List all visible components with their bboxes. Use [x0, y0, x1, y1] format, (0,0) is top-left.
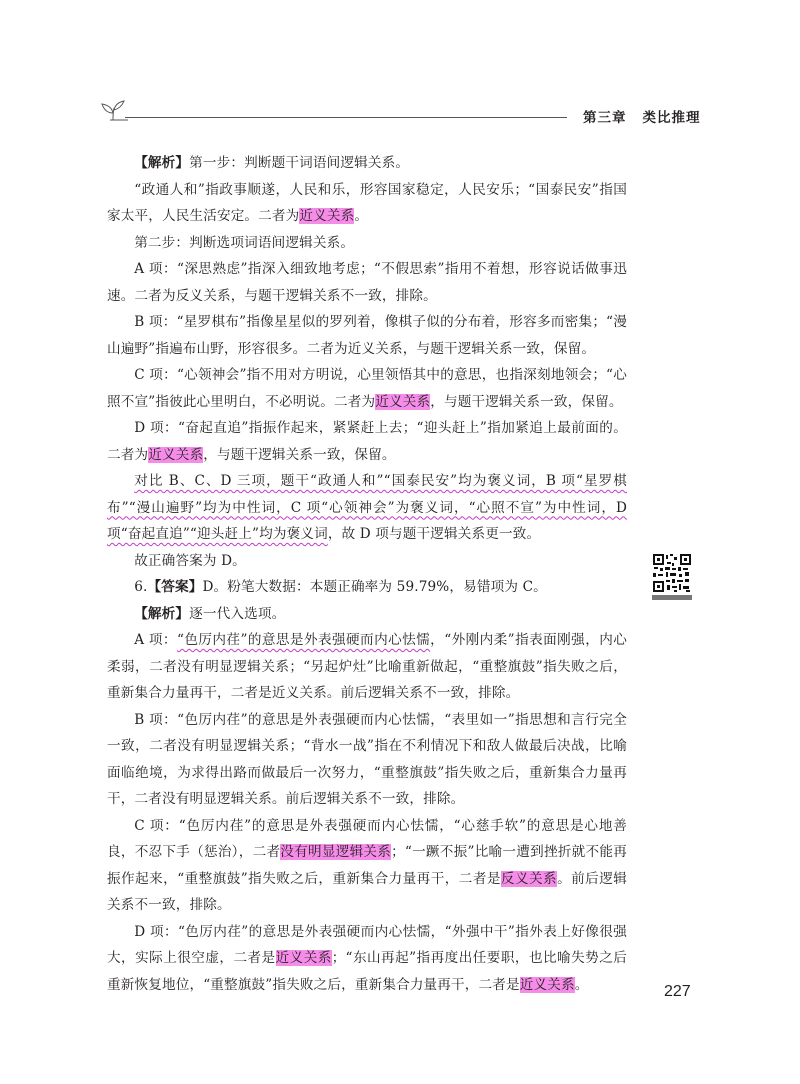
highlight: 近义关系	[299, 208, 355, 224]
paragraph-option-d	[107, 415, 627, 468]
text: ；“东山再起”指再度出任要职，也比喻失势之后重新恢复地位，“重整旗鼓”指失败之后，重新集合力量再干，二者是	[107, 950, 627, 993]
page-number: 227	[664, 983, 691, 1000]
wavy-underline: 对比 B、C、D 三项，题干“政通人和”“国泰民安”均为褒义词，B 项“星罗棋布”“漫山遍野”均为中性词，C 项“心领神会”为褒义词，“心照不宣”为中性词，D 项“奋起直追”“迎头赶上”均为褒义词	[107, 473, 627, 542]
question-number: 6.	[134, 579, 148, 595]
paragraph: 第二步：判断选项词语间逻辑关系。	[134, 234, 355, 251]
paragraph-answer	[107, 574, 627, 601]
text: ，故 D 项与题干逻辑关系更一致。	[327, 526, 541, 542]
chapter-number: 第三章	[583, 110, 627, 126]
text: ，与题干逻辑关系一致，保留。	[203, 446, 396, 463]
header-rule	[125, 117, 567, 118]
text: ；“一蹶不振”比喻一遭到挫折就不能再振作起来，“重整旗鼓”指失败之后，重新集合力量再干，二者是	[107, 844, 627, 887]
analysis-label: 【解析】	[134, 155, 190, 171]
text: ，与题干逻辑关系一致，保留。	[430, 393, 623, 410]
chapter-title: 类比推理	[642, 110, 701, 126]
text: 。	[574, 976, 589, 993]
paragraph	[107, 177, 627, 230]
leaf-sprout-icon	[98, 100, 128, 122]
text: D。粉笔大数据：本题正确率为 59.79%，易错项为 C。	[202, 579, 547, 595]
highlight: 近义关系	[375, 393, 431, 410]
highlight: 反义关系	[500, 870, 558, 887]
highlight: 近义关系	[519, 976, 575, 993]
paragraph-option-b: B 项：“星罗棋布”指像星星似的罗列着，像棋子似的分布着，形容多而密集；“漫山遍野”指遍布山野，形容很多。二者为近义关系，与题干逻辑关系一致，保留。	[107, 314, 627, 357]
paragraph-option-a	[107, 627, 627, 707]
text: A 项：	[134, 632, 177, 648]
paragraph-conclusion: 故正确答案为 D。	[134, 552, 246, 569]
analysis-label: 【解析】	[134, 605, 190, 622]
text: “政通人和”指政事顺遂，人民和乐，形容国家稳定，人民安乐；“国泰民安”指国家太平，人民生活安定。二者为	[107, 181, 627, 224]
text: 第一步：判断题干词语间逻辑关系。	[189, 155, 410, 171]
text: C 项：“色厉内荏”的意思是外表强硬而内心怯懦，“心慈手软”的意思是心地善良，不忍下手（惩治），二者	[107, 817, 627, 860]
text: 。前后逻辑关系不一致，排除。	[107, 870, 628, 913]
highlight: 近义关系	[275, 950, 332, 966]
answer-label: 【答案】	[147, 579, 203, 595]
paragraph-option-c	[107, 362, 627, 415]
qr-code-icon[interactable]	[652, 553, 692, 600]
text: C 项：“心领神会”指不用对方明说，心里领悟其中的意思，也指深刻地领会；“心照不宣”指彼此心里明白，不必明说。二者为	[107, 367, 627, 410]
paragraph-analysis-1	[107, 150, 627, 177]
text: D 项：“色厉内荏”的意思是外表强硬而内心怯懦，“外强中干”指外表上好像很强大，实际上很空虚，二者是	[107, 923, 627, 966]
paragraph-analysis-2	[107, 601, 627, 628]
chapter-header	[583, 106, 701, 126]
text: D 项：“奋起直追”指振作起来，紧紧赶上去；“迎头赶上”指加紧追上最前面的。二者为	[107, 420, 627, 463]
paragraph-option-c	[107, 813, 627, 919]
wavy-underline: “色厉内荏”的意思是外表强硬而内心怯懦	[176, 632, 431, 648]
paragraph-option-b: B 项：“色厉内荏”的意思是外表强硬而内心怯懦，“表里如一”指思想和言行完全一致，二者没有明显逻辑关系；“背水一战”指在不利情况下和敌人做最后决战，比喻面临绝境，为求得出路而做最后一次努力，“重整旗鼓”指失败之后，重新集合力量再干，二者没有明显逻辑关系。前后逻辑关系不一致，排除。	[107, 711, 627, 807]
highlight: 近义关系	[148, 446, 204, 463]
highlight: 没有明显逻辑关系	[280, 844, 392, 860]
paragraph-option-a: A 项：“深思熟虑”指深入细致地考虑；“不假思索”指用不着想，形容说话做事迅速。二者为反义关系，与题干逻辑关系不一致，排除。	[107, 261, 627, 304]
page-body	[107, 150, 627, 998]
text: ，“外刚内柔”指表面刚强，内心柔弱，二者没有明显逻辑关系；“另起炉灶”比喻重新做起，“重整旗鼓”指失败之后，重新集合力量再干，二者是近义关系。前后逻辑关系不一致，排除。	[107, 632, 627, 701]
text: 逐一代入选项。	[189, 605, 286, 622]
paragraph-comparison	[107, 468, 627, 548]
paragraph-option-d	[107, 919, 627, 999]
text: 。	[354, 208, 369, 224]
